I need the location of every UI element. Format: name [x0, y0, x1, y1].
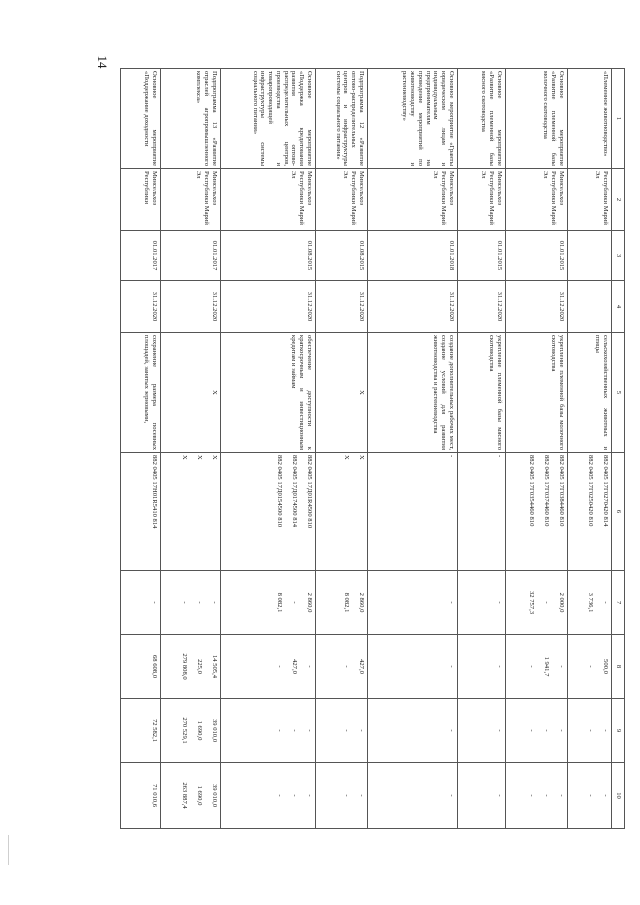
cell-line: -: [602, 601, 609, 604]
cell-text: Минсельхоз Республики Марий Эл: [290, 171, 313, 225]
table-row: [161, 69, 221, 829]
cell-line: -: [291, 794, 298, 797]
cell-line: 1 690,0: [196, 720, 203, 741]
cell-line: X: [211, 455, 218, 460]
cell-line: 1 690,0: [196, 785, 203, 806]
cell-col1: [121, 69, 161, 169]
cell-text: укрепление племенной базы мясного скотоводства: [488, 335, 503, 450]
table-row: [568, 69, 612, 829]
cell-line: -: [543, 601, 550, 604]
cell-text: 01.01.2017: [151, 240, 158, 271]
cell-col5: [568, 333, 612, 453]
cell-text: X: [211, 390, 218, 395]
cell-col10: [316, 763, 368, 829]
cell-line: 882 0405 17Д0174500 814: [291, 455, 298, 528]
cell-col3: [221, 231, 316, 281]
cell-line: 39 010,0: [211, 783, 218, 808]
table-row: [458, 69, 506, 829]
cell-text: Подпрограмма 12 «Развитие оптово-распределительных центров и инфраструктуры системы социального питания»: [334, 71, 365, 166]
cell-line: -: [276, 729, 283, 732]
cell-col2: [506, 169, 568, 231]
cell-col3: [368, 231, 458, 281]
cell-col8: [368, 635, 458, 699]
cell-text: 31.12.2020: [211, 291, 218, 322]
cell-line: 882 0405 17Г0354460 810: [528, 455, 535, 527]
cell-text: 01.01.2018: [448, 240, 455, 271]
cell-text: «Племенное животноводство»: [602, 71, 609, 157]
cell-text: 01.01.2017: [211, 240, 218, 271]
cell-col7: [161, 571, 221, 635]
cell-line: -: [343, 729, 350, 732]
cell-col9: [316, 699, 368, 763]
cell-line: 1 941,7: [543, 656, 550, 677]
cell-text: 31.12.2020: [151, 291, 158, 322]
cell-col8: [161, 635, 221, 699]
cell-line: X: [358, 455, 365, 460]
cell-text: Основное мероприятие «Поддержка кредитования развития оптово-распределительных центров, производства и товаропроводящей инфраструктуры системы социального питания»: [251, 71, 313, 166]
cell-col1: [316, 69, 368, 169]
cell-line: 882 0405 17Н01R5410 814: [151, 455, 158, 529]
cell-line: 270 529,1: [181, 717, 188, 744]
cell-line: -: [196, 601, 203, 604]
cell-col6: [458, 453, 506, 571]
cell-col7: [368, 571, 458, 635]
column-number: 1: [612, 69, 625, 169]
cell-col4: [368, 281, 458, 333]
cell-line: 2 860,0: [306, 592, 313, 613]
cell-col5: [121, 333, 161, 453]
cell-text: 01.08.2015: [306, 240, 313, 271]
table-body: [121, 69, 612, 829]
cell-line: -: [211, 601, 218, 604]
cell-col1: [458, 69, 506, 169]
cell-col4: [161, 281, 221, 333]
cell-line: -: [448, 455, 455, 458]
cell-col6: [221, 453, 316, 571]
cell-line: -: [343, 794, 350, 797]
cell-col10: [121, 763, 161, 829]
cell-line: -: [291, 601, 298, 604]
cell-col2: [316, 169, 368, 231]
table-row: [316, 69, 368, 829]
cell-col10: [506, 763, 568, 829]
table-row: [368, 69, 458, 829]
cell-text: Основное мероприятие «Поддержание доходности: [143, 71, 158, 166]
cell-line: -: [558, 794, 565, 797]
cell-line: 882 0405 17Г0250420 810: [587, 455, 594, 527]
cell-col8: [221, 635, 316, 699]
rotated-table-wrapper: [115, 68, 625, 828]
cell-col7: [221, 571, 316, 635]
cell-line: 32 757,3: [528, 590, 535, 615]
cell-line: 68 608,0: [151, 654, 158, 679]
cell-line: 39 010,0: [211, 718, 218, 743]
cell-col10: [221, 763, 316, 829]
cell-line: -: [358, 729, 365, 732]
cell-line: -: [151, 601, 158, 604]
cell-line: -: [276, 794, 283, 797]
cell-col5: [506, 333, 568, 453]
column-number: 2: [612, 169, 625, 231]
cell-text: 31.12.2020: [496, 291, 503, 322]
cell-text: 01.01.2015: [496, 240, 503, 271]
cell-text: сохранение размера посевных площадей, занятых зерновыми,: [143, 335, 158, 450]
cell-col2: [458, 169, 506, 231]
cell-text: укрепление племенной базы молочного скотоводства: [550, 335, 565, 450]
cell-col6: [121, 453, 161, 571]
table-row: [121, 69, 161, 829]
cell-text: 31.12.2020: [448, 291, 455, 322]
cell-col7: [458, 571, 506, 635]
cell-line: -: [496, 729, 503, 732]
cell-line: X: [196, 455, 203, 460]
cell-col10: [368, 763, 458, 829]
cell-text: Минсельхоз Республики Марий Эл: [195, 171, 218, 225]
cell-text: 31.12.2020: [306, 291, 313, 322]
cell-line: -: [291, 729, 298, 732]
cell-line: -: [276, 665, 283, 668]
cell-line: -: [358, 794, 365, 797]
cell-col4: [458, 281, 506, 333]
cell-line: -: [528, 729, 535, 732]
cell-line: -: [587, 794, 594, 797]
cell-line: 500,0: [602, 659, 609, 674]
cell-col10: [568, 763, 612, 829]
cell-col7: [506, 571, 568, 635]
cell-col3: [316, 231, 368, 281]
cell-line: -: [343, 665, 350, 668]
margin-mark: [8, 835, 9, 865]
cell-line: 882 0405 17Д01R4500 810: [306, 455, 313, 529]
cell-text: Основное мероприятие «Развитие племенной базы мясного скотоводства: [480, 71, 503, 166]
cell-line: 427,0: [291, 659, 298, 674]
column-number: 10: [612, 763, 625, 829]
cell-col1: [568, 69, 612, 169]
cell-line: 279 808,0: [181, 653, 188, 680]
cell-col5: [368, 333, 458, 453]
column-number: 8: [612, 635, 625, 699]
cell-col8: [121, 635, 161, 699]
cell-col2: [221, 169, 316, 231]
cell-col10: [161, 763, 221, 829]
cell-line: -: [602, 794, 609, 797]
cell-line: X: [181, 455, 188, 460]
cell-col9: [161, 699, 221, 763]
cell-line: 2 000,0: [558, 592, 565, 613]
cell-line: 8 082,1: [343, 592, 350, 613]
cell-text: создание дополнительных рабочих мест, создание условий для развития животноводства и растениеводства: [432, 335, 455, 450]
cell-col2: [121, 169, 161, 231]
cell-col3: [458, 231, 506, 281]
cell-col7: [568, 571, 612, 635]
cell-col9: [368, 699, 458, 763]
column-number: 7: [612, 571, 625, 635]
table-row: [221, 69, 316, 829]
cell-text: Минсельхоз Республики Марий Эл: [432, 171, 455, 225]
cell-col9: [221, 699, 316, 763]
cell-line: -: [496, 455, 503, 458]
cell-line: -: [448, 794, 455, 797]
cell-line: -: [496, 601, 503, 604]
cell-line: -: [306, 665, 313, 668]
cell-text: 01.08.2015: [358, 240, 365, 271]
cell-text: Минсельхоз Республики Марий Эл: [342, 171, 365, 225]
cell-col3: [161, 231, 221, 281]
cell-text: 01.01.2015: [558, 240, 565, 271]
cell-col2: [161, 169, 221, 231]
cell-text: Минсельхоз Республики Марий Эл: [480, 171, 503, 225]
cell-col2: [368, 169, 458, 231]
cell-line: -: [558, 665, 565, 668]
page-number: 14: [95, 55, 110, 69]
column-number: 4: [612, 281, 625, 333]
column-number: 6: [612, 453, 625, 571]
column-number: 9: [612, 699, 625, 763]
cell-col6: [568, 453, 612, 571]
cell-text: 31.12.2020: [358, 291, 365, 322]
cell-col3: [506, 231, 568, 281]
cell-col6: [316, 453, 368, 571]
cell-col9: [506, 699, 568, 763]
cell-line: -: [448, 729, 455, 732]
cell-line: X: [343, 455, 350, 460]
cell-col10: [458, 763, 506, 829]
cell-col7: [121, 571, 161, 635]
budget-table: [120, 68, 625, 829]
cell-line: 882 0405 17Г0374460 810: [543, 455, 550, 527]
cell-col4: [568, 281, 612, 333]
cell-text: Минсельхоз Республики: [143, 171, 158, 206]
cell-line: 71 010,6: [151, 783, 158, 808]
cell-line: 72 582,1: [151, 718, 158, 743]
cell-line: 14 505,4: [211, 654, 218, 679]
cell-text: сельскохозяйственных животных и птицы: [594, 335, 609, 450]
cell-col5: [161, 333, 221, 453]
cell-col8: [316, 635, 368, 699]
cell-col3: [121, 231, 161, 281]
cell-line: 427,0: [358, 659, 365, 674]
cell-col5: [316, 333, 368, 453]
cell-col1: [221, 69, 316, 169]
cell-line: 2 860,0: [358, 592, 365, 613]
cell-col2: [568, 169, 612, 231]
column-number-row: [612, 69, 625, 829]
cell-line: -: [528, 665, 535, 668]
cell-line: -: [558, 729, 565, 732]
cell-col9: [458, 699, 506, 763]
cell-line: 882 0405 17Д0154500 810: [276, 455, 283, 528]
cell-col7: [316, 571, 368, 635]
cell-line: -: [528, 794, 535, 797]
cell-col8: [458, 635, 506, 699]
cell-line: 882 0405 17Г0384460 810: [558, 455, 565, 527]
cell-col4: [316, 281, 368, 333]
cell-col6: [368, 453, 458, 571]
cell-line: -: [602, 729, 609, 732]
cell-line: -: [543, 794, 550, 797]
cell-line: -: [448, 665, 455, 668]
cell-col9: [568, 699, 612, 763]
cell-line: 225,0: [196, 659, 203, 674]
cell-line: 3 736,1: [587, 592, 594, 613]
cell-col5: [458, 333, 506, 453]
cell-col9: [121, 699, 161, 763]
cell-col6: [161, 453, 221, 571]
cell-text: Основное мероприятие «Гранты юридическим лицам и индивидуальным предпринимателям на проведение мероприятий по животноводству и растениеводству»: [401, 71, 455, 166]
cell-line: 263 887,4: [181, 782, 188, 809]
cell-line: -: [306, 794, 313, 797]
cell-line: 882 0405 17Г0270420 814: [602, 455, 609, 527]
cell-line: -: [496, 794, 503, 797]
cell-text: 31.12.2020: [558, 291, 565, 322]
cell-text: X: [358, 390, 365, 395]
cell-col3: [568, 231, 612, 281]
cell-col8: [568, 635, 612, 699]
cell-line: -: [543, 729, 550, 732]
cell-line: -: [448, 601, 455, 604]
cell-text: Основное мероприятие «Развитие племенной базы молочного скотоводства: [542, 71, 565, 166]
cell-col4: [221, 281, 316, 333]
column-number: 5: [612, 333, 625, 453]
cell-col4: [121, 281, 161, 333]
cell-line: -: [587, 665, 594, 668]
cell-col1: [368, 69, 458, 169]
cell-text: обеспечение доступности к краткосрочным и инвестиционным кредитам и займам: [290, 335, 313, 450]
cell-line: -: [496, 665, 503, 668]
cell-line: -: [181, 601, 188, 604]
cell-line: -: [306, 729, 313, 732]
cell-col1: [161, 69, 221, 169]
cell-col1: [506, 69, 568, 169]
cell-col8: [506, 635, 568, 699]
cell-text: Минсельхоз Республики Марий Эл: [542, 171, 565, 225]
cell-text: Подпрограмма 13 «Развитие отраслей агропромышленного комплекса»: [195, 71, 218, 166]
cell-line: -: [587, 729, 594, 732]
cell-col4: [506, 281, 568, 333]
cell-col6: [506, 453, 568, 571]
cell-text: Республики Марий Эл: [594, 171, 609, 225]
table-row: [506, 69, 568, 829]
cell-col5: [221, 333, 316, 453]
column-number: 3: [612, 231, 625, 281]
cell-line: 8 082,1: [276, 592, 283, 613]
